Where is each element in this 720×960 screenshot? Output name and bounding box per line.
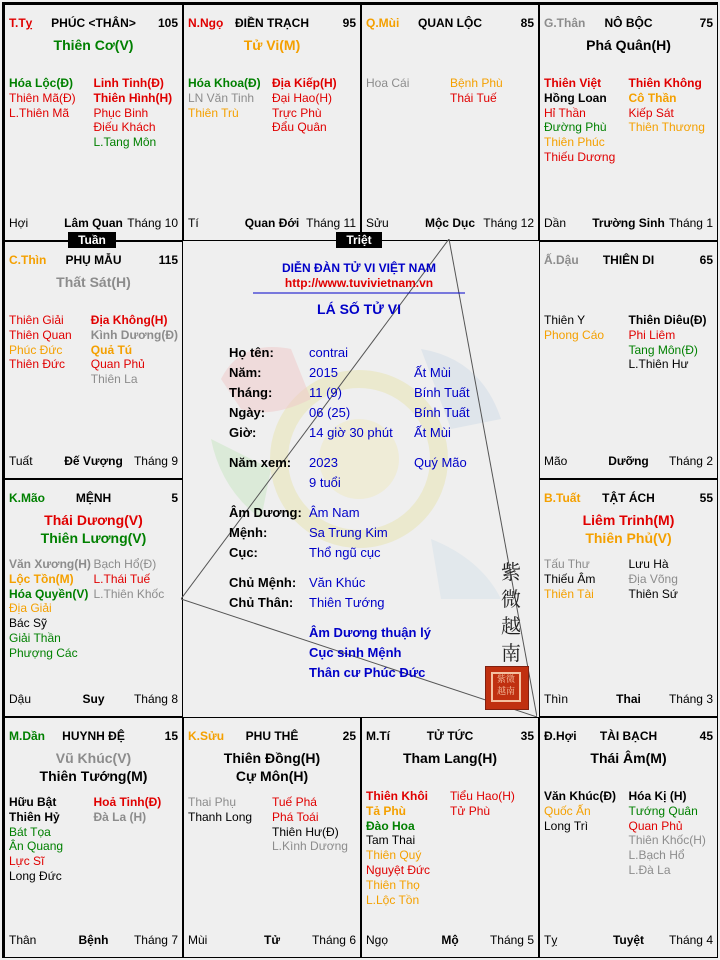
month-label: Tháng 5 [489, 933, 534, 947]
main-stars [362, 749, 538, 767]
minor-star: Tả Phù [366, 803, 407, 818]
palace-name: TÀI BẠCH [599, 729, 658, 743]
seal-text: 紫微越南 [491, 672, 521, 702]
minor-star: Long Đức [9, 868, 62, 883]
minor-star: Địa Giải [9, 601, 52, 616]
minor-star: Hóa Quyền(V) [9, 586, 89, 601]
right-star-list [450, 76, 534, 106]
left-star-list [544, 313, 629, 372]
life-phase: Bệnh [78, 933, 109, 947]
right-star-list [94, 795, 179, 884]
forum-name: DIỄN ĐÀN TỬ VI VIỆT NAM [282, 261, 436, 275]
left-star-list [366, 789, 450, 907]
main-star: Thiên Lương(V) [40, 530, 147, 546]
info-label: Cục: [229, 545, 258, 560]
info-can-chi: Bính Tuất [414, 385, 470, 400]
main-star: Vũ Khúc(V) [55, 750, 132, 766]
month-label: Tháng 4 [668, 933, 713, 947]
palace-number: 55 [699, 491, 713, 505]
minor-star: Thiên Phúc [544, 135, 605, 150]
info-can-chi: Bính Tuất [414, 405, 470, 420]
minor-star: Quả Tú [90, 342, 133, 357]
branch-label: Ngọ [366, 933, 389, 947]
info-value: 2023 [309, 455, 338, 470]
minor-star: Thiên Sứ [628, 586, 678, 601]
palace-name: MỆNH [75, 491, 112, 505]
calligraphy [497, 559, 525, 667]
palace-chi: M.Tí [366, 729, 390, 743]
life-phase: Thai [616, 692, 641, 706]
minor-star: Thiên La [90, 372, 138, 387]
palace-chi: B.Tuất [544, 491, 581, 505]
main-star: Thái Dương(V) [44, 512, 143, 528]
minor-star: Phong Cáo [544, 327, 605, 342]
info-label: Chủ Thân: [229, 595, 294, 610]
minor-star: L.Bạch Hổ [628, 848, 685, 863]
palace-cell[interactable] [4, 479, 183, 717]
month-label: Tháng 10 [127, 216, 178, 230]
branch-label: Thân [9, 933, 37, 947]
palace-number: 75 [699, 16, 713, 30]
minor-star: Thiên Đức [9, 357, 66, 372]
info-label: Năm: [229, 365, 262, 380]
minor-star: Thiên Khôi [366, 789, 428, 803]
minor-star: Thai Phụ [188, 795, 237, 809]
main-star: Thiên Cơ(V) [53, 37, 134, 53]
info-value: 9 tuổi [309, 475, 341, 490]
palace-chi: G.Thân [544, 16, 586, 30]
minor-star: Thiên Tài [544, 586, 594, 601]
triet-badge: Triệt [336, 232, 382, 248]
minor-star: Long Trì [544, 818, 589, 833]
month-label: Tháng 1 [668, 216, 713, 230]
main-star: Thiên Phủ(V) [585, 530, 672, 546]
minor-star: Thiên Hỷ [9, 809, 60, 824]
center-panel [181, 239, 537, 717]
palace-cell[interactable] [361, 4, 539, 241]
minor-star: Thiếu Âm [544, 571, 596, 586]
minor-star: Phi Liêm [628, 327, 676, 342]
month-label: Tháng 11 [306, 216, 356, 230]
info-value: 2015 [309, 365, 338, 380]
palace-cell[interactable] [183, 4, 361, 241]
minor-star: Thái Tuế [450, 90, 497, 105]
minor-star: Thiên Mã(Đ) [9, 90, 76, 105]
info-label: Họ tên: [229, 345, 274, 360]
minor-star: Thiên Hình(H) [93, 90, 173, 105]
branch-label: Thìn [544, 692, 569, 706]
branch-label: Tí [188, 216, 199, 230]
minor-star: Nguyệt Đức [366, 862, 431, 877]
palace-chi: Ấ.Dậu [544, 253, 579, 267]
right-star-list [94, 76, 179, 150]
info-can-chi: Ất Mùi [414, 365, 451, 380]
minor-star: Bác Sỹ [9, 616, 48, 631]
minor-star: Quan Phủ [90, 357, 145, 372]
minor-star: L.Tang Môn [93, 135, 157, 150]
minor-star: Thiên Y [544, 313, 586, 327]
minor-star: Địa Không(H) [90, 313, 168, 327]
main-star: Thái Âm(M) [590, 750, 667, 766]
info-label: Giờ: [229, 425, 257, 440]
palace-name: PHỤ MẪU [65, 253, 122, 267]
minor-star: Địa Kiếp(H) [272, 76, 337, 90]
life-phase: Trường Sinh [592, 216, 665, 230]
palace-name: THIÊN DI [602, 253, 655, 267]
info-value: Thiên Tướng [309, 595, 385, 610]
minor-star: Hoả Tinh(Đ) [93, 795, 162, 809]
minor-star: Thiên Thọ [366, 877, 420, 892]
minor-star: Lực Sĩ [9, 854, 45, 869]
palace-name: TỬ TỨC [426, 729, 474, 743]
life-phase: Suy [82, 692, 105, 706]
note-line: Thân cư Phúc Đức [309, 665, 426, 680]
palace-cell[interactable] [539, 4, 718, 241]
minor-star: Phúc Đức [9, 342, 63, 357]
note-line: Cục sinh Mệnh [309, 645, 402, 660]
palace-number: 25 [342, 729, 356, 743]
calligraphy-char: 微 [501, 587, 521, 611]
life-phase: Đế Vượng [64, 454, 123, 468]
life-phase: Lâm Quan [64, 216, 123, 230]
palace-number: 5 [171, 491, 178, 505]
minor-star: Đẩu Quân [272, 120, 327, 135]
minor-star: Lưu Hà [628, 557, 669, 571]
palace-chi: Đ.Hợi [544, 729, 577, 743]
info-label: Năm xem: [229, 455, 292, 470]
palace-name: PHÚC <THÂN> [51, 16, 136, 30]
palace-number: 95 [342, 16, 356, 30]
minor-star: Thiên Diêu(Đ) [628, 313, 707, 327]
main-stars [540, 36, 717, 54]
palace-chi: Q.Mùi [366, 16, 400, 30]
info-value: Âm Nam [309, 505, 360, 520]
info-can-chi: Ất Mùi [414, 425, 451, 440]
minor-star: Thiên Trù [188, 105, 239, 120]
info-label: Chủ Mệnh: [229, 575, 297, 590]
palace-number: 85 [520, 16, 534, 30]
minor-star: L.Thiên Mã [9, 105, 70, 120]
palace-cell[interactable] [539, 479, 718, 717]
minor-star: Bạch Hổ(Đ) [93, 557, 157, 571]
left-star-list [9, 313, 91, 387]
main-star: Thiên Đồng(H) [223, 750, 321, 766]
info-label: Âm Dương: [229, 505, 302, 520]
minor-star: Tuế Phá [272, 795, 317, 809]
branch-label: Hợi [9, 216, 29, 230]
palace-number: 15 [164, 729, 178, 743]
right-star-list [629, 313, 714, 372]
info-value: Sa Trung Kim [309, 525, 388, 540]
tuan-badge: Tuần [68, 232, 116, 248]
life-phase: Quan Đới [244, 216, 300, 230]
minor-star: Trực Phù [272, 105, 322, 120]
minor-star: L.Thái Tuế [93, 571, 151, 586]
minor-star: Phá Toái [272, 809, 319, 824]
month-label: Tháng 2 [668, 454, 713, 468]
branch-label: Tỵ [544, 933, 558, 947]
palace-number: 115 [158, 253, 178, 267]
palace-name: NÔ BỘC [604, 16, 653, 30]
minor-star: Thiên Quý [366, 848, 422, 863]
minor-star: Tam Thai [366, 833, 416, 848]
minor-star: Phục Binh [93, 105, 149, 120]
calligraphy-char: 紫 [501, 560, 521, 584]
main-star: Liêm Trinh(M) [582, 512, 675, 528]
branch-label: Dậu [9, 692, 32, 706]
minor-star: Đà La (H) [93, 809, 147, 824]
info-value: 11 (9) [309, 385, 342, 400]
life-phase: Mộ [441, 933, 459, 947]
minor-star: Tướng Quân [628, 803, 698, 818]
main-stars [184, 749, 360, 785]
minor-star: Đại Hao(H) [272, 90, 333, 105]
main-star: Phá Quân(H) [586, 37, 671, 53]
palace-name: ĐIỀN TRẠCH [235, 16, 309, 30]
right-star-list [272, 795, 356, 854]
left-star-list [188, 795, 272, 854]
right-star-list [629, 557, 714, 601]
minor-star: Đường Phù [544, 120, 607, 135]
palace-chi: T.Tỵ [9, 16, 33, 30]
palace-name: HUYNH ĐỆ [62, 729, 125, 743]
info-label: Mệnh: [229, 525, 268, 540]
minor-star: L.Thiên Hư [628, 357, 689, 372]
minor-star: Thiên Việt [544, 76, 602, 90]
month-label: Tháng 9 [133, 454, 178, 468]
left-star-list [544, 789, 629, 878]
palace-number: 35 [520, 729, 534, 743]
red-seal [485, 666, 529, 710]
branch-label: Mão [544, 454, 568, 468]
main-star: Tử Vi(M) [243, 37, 301, 53]
right-star-list [94, 557, 179, 661]
info-can-chi: Quý Mão [414, 455, 467, 470]
minor-star: L.Kình Dương [272, 839, 348, 854]
branch-label: Tuất [9, 454, 33, 468]
left-star-list [9, 795, 94, 884]
minor-star: Ân Quang [9, 839, 64, 854]
left-star-list [366, 76, 450, 106]
info-label: Ngày: [229, 405, 266, 420]
minor-star: Thiên Hư(Đ) [272, 824, 339, 839]
palace-chi: K.Sửu [188, 729, 225, 743]
chart-title: LÁ SỐ TỬ VI [317, 301, 401, 317]
main-stars [540, 749, 717, 767]
minor-star: Thiên Thương [628, 120, 705, 135]
minor-star: L.Thiên Khốc [93, 586, 165, 601]
note-line: Âm Dương thuận lý [309, 625, 431, 640]
minor-star: Hóa Lộc(Đ) [9, 76, 73, 90]
minor-star: Hóa Kị (H) [628, 789, 687, 803]
minor-star: Hữu Bật [9, 795, 57, 809]
life-phase: Dưỡng [608, 454, 649, 468]
palace-name: QUAN LỘC [418, 16, 482, 30]
minor-star: Tang Môn(Đ) [628, 342, 698, 357]
life-phase: Tuyệt [612, 933, 645, 947]
minor-star: Thanh Long [188, 809, 253, 824]
minor-star: Thiên Không [628, 76, 702, 90]
main-star: Cự Môn(H) [235, 768, 309, 784]
main-star: Thiên Tướng(M) [39, 768, 148, 784]
palace-name: TẬT ÁCH [602, 491, 655, 505]
info-label: Tháng: [229, 385, 273, 400]
main-stars [5, 36, 182, 54]
minor-star: Tấu Thư [544, 557, 590, 571]
main-stars [5, 273, 182, 291]
info-value: Văn Khúc [309, 575, 366, 590]
palace-chi: N.Ngọ [188, 16, 224, 30]
minor-star: Cô Thần [628, 90, 677, 105]
calligraphy-char: 越 [501, 614, 521, 638]
minor-star: Bệnh Phù [450, 76, 503, 90]
branch-label: Dần [544, 216, 567, 230]
minor-star: Quốc Ấn [544, 803, 591, 818]
minor-star: Hoa Cái [366, 76, 410, 90]
palace-number: 45 [699, 729, 713, 743]
minor-star: Thiên Quan [9, 327, 72, 342]
month-label: Tháng 3 [668, 692, 713, 706]
info-value: 14 giờ 30 phút [309, 425, 393, 440]
minor-star: Phượng Các [9, 645, 78, 660]
minor-star: Hồng Loan [544, 90, 607, 105]
minor-star: Địa Võng [628, 571, 678, 586]
minor-star: Văn Khúc(Đ) [544, 789, 616, 803]
right-star-list [450, 789, 534, 907]
minor-star: L.Lộc Tồn [366, 892, 420, 907]
month-label: Tháng 8 [133, 692, 178, 706]
month-label: Tháng 6 [311, 933, 356, 947]
minor-star: LN Văn Tinh [188, 90, 255, 105]
minor-star: Lộc Tồn(M) [9, 571, 74, 586]
right-star-list [272, 76, 356, 135]
left-star-list [188, 76, 272, 135]
life-phase: Mộc Dục [424, 216, 475, 230]
minor-star: Bát Tọa [9, 824, 51, 839]
minor-star: Giải Thần [9, 630, 61, 645]
minor-star: Tiểu Hao(H) [450, 789, 515, 803]
palace-cell[interactable] [539, 241, 718, 479]
info-value: 06 (25) [309, 405, 351, 420]
minor-star: Linh Tinh(Đ) [93, 76, 164, 90]
minor-star: Thiên Khốc(H) [628, 833, 706, 848]
palace-number: 65 [699, 253, 713, 267]
minor-star: Kình Dương(Đ) [90, 327, 178, 342]
right-star-list [629, 789, 714, 878]
minor-star: Văn Xương(H) [9, 557, 91, 571]
minor-star: Đào Hoa [366, 818, 415, 833]
minor-star: L.Đà La [628, 862, 671, 877]
branch-label: Sửu [366, 216, 389, 230]
month-label: Tháng 12 [483, 216, 534, 230]
main-star: Tham Lang(H) [402, 750, 498, 766]
palace-chi: K.Mão [9, 491, 45, 505]
branch-label: Mùi [188, 933, 208, 947]
palace-cell[interactable] [361, 717, 539, 958]
minor-star: Thiếu Dương [544, 149, 616, 164]
palace-cell[interactable] [4, 717, 183, 958]
month-label: Tháng 7 [133, 933, 178, 947]
info-value: Thổ ngũ cục [309, 545, 381, 560]
life-phase: Tử [263, 933, 281, 947]
palace-chi: C.Thìn [9, 253, 47, 267]
palace-cell[interactable] [539, 717, 718, 958]
right-star-list [91, 313, 178, 387]
minor-star: Quan Phủ [628, 818, 683, 833]
left-star-list [9, 76, 94, 150]
palace-name: PHU THÊ [245, 729, 299, 743]
palace-cell[interactable] [4, 4, 183, 241]
calligraphy-char: 南 [501, 641, 521, 665]
minor-star: Kiếp Sát [628, 105, 674, 120]
minor-star: Thiên Giải [9, 313, 64, 327]
minor-star: Hóa Khoa(Đ) [188, 76, 261, 90]
palace-chi: M.Dần [9, 729, 45, 743]
minor-star: Hỉ Thần [544, 105, 586, 120]
main-stars [5, 749, 182, 785]
palace-cell[interactable] [183, 717, 361, 958]
main-star: Thất Sát(H) [56, 274, 131, 290]
main-stars [5, 511, 182, 547]
left-star-list [544, 557, 629, 601]
forum-url[interactable]: http://www.tuvivietnam.vn [284, 276, 434, 290]
palace-cell[interactable] [4, 241, 183, 479]
left-star-list [9, 557, 94, 661]
info-value: contrai [309, 345, 349, 360]
left-star-list [544, 76, 629, 165]
main-stars [540, 511, 717, 547]
right-star-list [629, 76, 714, 165]
palace-number: 105 [157, 16, 178, 30]
minor-star: Điếu Khách [93, 120, 156, 135]
minor-star: Tử Phù [450, 803, 491, 818]
main-stars [184, 36, 360, 54]
